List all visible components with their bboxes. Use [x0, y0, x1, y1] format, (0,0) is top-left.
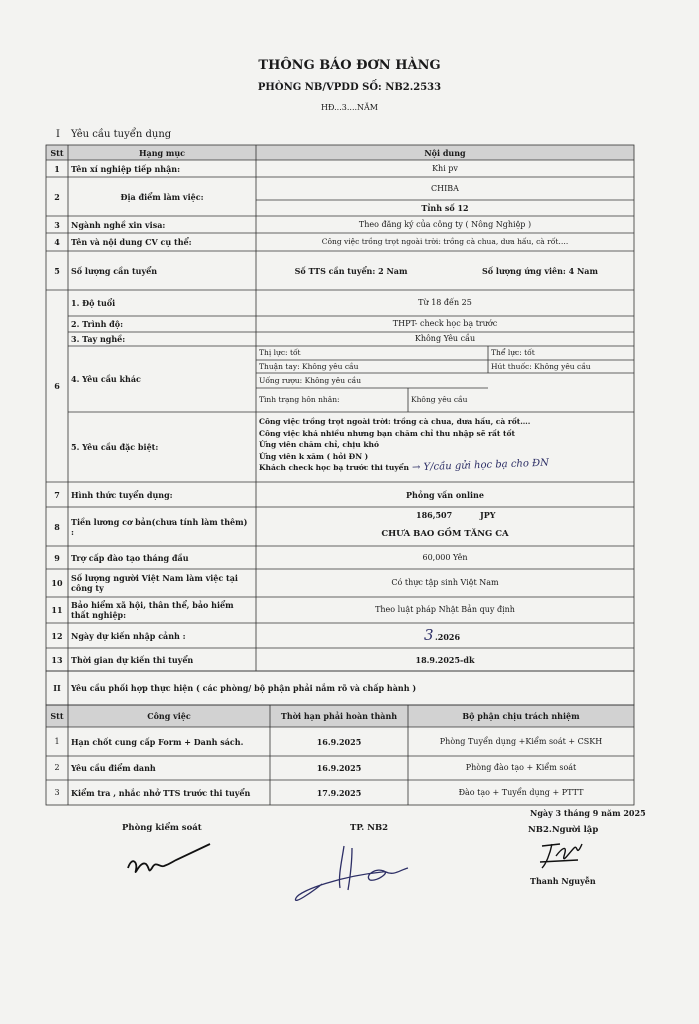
- special-line-4: Ứng viên k xăm ( hỏi ĐN ): [259, 451, 369, 461]
- task-1-deadline: 16.9.2025: [316, 736, 362, 747]
- signature-control-icon: [110, 838, 220, 893]
- row-7-stt: 7: [54, 489, 60, 500]
- age-value: Từ 18 đến 25: [418, 298, 472, 307]
- row-5-candidates: Số lượng ứng viên: 4 Nam: [482, 265, 598, 276]
- row-6-stt: 6: [54, 381, 60, 391]
- row-3-label: Ngành nghề xin visa:: [71, 219, 166, 230]
- task-header-deadline: Thời hạn phải hoàn thành: [280, 711, 398, 721]
- row-13-label: Thời gian dự kiến thi tuyển: [71, 654, 194, 665]
- signer-head: TP. NB2: [350, 823, 389, 833]
- task-2-work: Yêu cầu điểm danh: [71, 763, 156, 773]
- row-4-stt: 4: [54, 237, 60, 247]
- drinking-value: Uống rượu: Không yêu cầu: [259, 375, 362, 385]
- task-header-stt: Stt: [50, 711, 64, 721]
- task-1-stt: 1: [54, 736, 60, 746]
- row-10-label: Số lượng người Việt Nam làm việc tại công ty: [71, 573, 238, 593]
- task-3-department: Đào tạo + Tuyển dụng + PTTT: [458, 787, 584, 797]
- row-9-label: Trợ cấp đào tạo tháng đầu: [71, 552, 189, 563]
- footer-date: Ngày 3 tháng 9 năm 2025: [530, 808, 646, 818]
- row-2-label: Địa điểm làm việc:: [120, 191, 204, 202]
- row-4-label: Tên và nội dung CV cụ thể:: [71, 237, 192, 247]
- row-7-value: Phỏng vấn online: [406, 489, 484, 500]
- handedness-value: Thuận tay: Không yêu cầu: [259, 361, 359, 371]
- entry-month-handwritten: 3: [424, 626, 434, 644]
- task-header-department: Bộ phận chịu trách nhiệm: [462, 711, 580, 721]
- row-12-label: Ngày dự kiến nhập cảnh :: [71, 630, 186, 641]
- skill-value: Không Yêu cầu: [414, 334, 476, 343]
- row-10-value: Có thực tập sinh Việt Nam: [391, 578, 499, 587]
- row-5-label: Số lượng cần tuyển: [71, 265, 158, 276]
- special-line-3: Ứng viên chăm chỉ, chịu khó: [259, 440, 379, 449]
- salary-amount: 186,507: [416, 510, 453, 520]
- row-3-value: Theo đăng ký của công ty ( Nông Nghiệp ): [358, 219, 532, 229]
- task-2-stt: 2: [54, 763, 60, 772]
- row-12-stt: 12: [51, 630, 63, 641]
- document-title: THÔNG BÁO ĐƠN HÀNG: [258, 58, 441, 73]
- signer-creator: NB2.Người lập: [528, 825, 599, 835]
- task-2-deadline: 16.9.2025: [316, 763, 362, 773]
- salary-currency: JPY: [480, 510, 496, 520]
- physical-value: Thể lực: tốt: [491, 348, 535, 357]
- skill-label: 3. Tay nghề:: [71, 334, 126, 344]
- row-5-stt: 5: [54, 265, 60, 276]
- row-1-label: Tên xí nghiệp tiếp nhận:: [71, 163, 181, 174]
- entry-year: .2026: [435, 632, 461, 642]
- row-9-stt: 9: [54, 552, 60, 563]
- task-1-department: Phòng Tuyển dụng +Kiểm soát + CSKH: [439, 736, 603, 746]
- column-header-content: Nội dung: [424, 147, 466, 158]
- handwritten-note: → Y/cầu gửi học bạ cho ĐN: [411, 457, 550, 474]
- task-header-work: Công việc: [147, 711, 191, 721]
- task-3-stt: 3: [54, 787, 60, 797]
- section-2-number: II: [53, 683, 61, 693]
- task-2-department: Phòng đào tạo + Kiểm soát: [465, 763, 577, 772]
- row-2-stt: 2: [54, 191, 60, 202]
- other-requirements-label: 4. Yêu cầu khác: [71, 374, 141, 384]
- section-1-number: I: [56, 129, 60, 140]
- eyesight-value: Thị lực: tốt: [259, 348, 301, 357]
- row-13-stt: 13: [51, 654, 63, 665]
- row-4-value: Công việc trồng trọt ngoài trời: trồng cà chua, dưa hấu, cà rốt….: [321, 237, 569, 246]
- row-13-value: 18.9.2025-dk: [415, 654, 475, 665]
- row-1-value: Khi pv: [432, 163, 458, 173]
- special-requirements-label: 5. Yêu cầu đặc biệt:: [71, 442, 159, 452]
- creator-name: Thanh Nguyễn: [530, 876, 596, 886]
- row-7-label: Hình thức tuyển dụng:: [71, 489, 173, 500]
- special-line-1: Công việc trồng trọt ngoài trời: trồng cà chua, dưa hấu, cà rốt….: [259, 417, 531, 426]
- row-5-trainees: Số TTS cần tuyển: 2 Nam: [294, 265, 408, 276]
- column-header-category: Hạng mục: [138, 147, 186, 158]
- row-2-province: Tỉnh số 12: [421, 203, 469, 213]
- row-2-city: CHIBA: [431, 183, 459, 193]
- row-8-stt: 8: [54, 521, 60, 532]
- marital-label: Tình trạng hôn nhân:: [259, 395, 340, 404]
- education-label: 2. Trình độ:: [71, 319, 124, 329]
- row-1-stt: 1: [54, 163, 60, 174]
- task-1-work: Hạn chốt cung cấp Form + Danh sách.: [71, 736, 244, 747]
- row-9-value: 60,000 Yên: [422, 552, 468, 562]
- education-value: THPT- check học bạ trước: [392, 319, 498, 328]
- task-3-work: Kiểm tra , nhắc nhở TTS trước thi tuyển: [71, 787, 251, 798]
- row-11-label: Bảo hiểm xã hội, thân thể, bảo hiểm thất nghiệp:: [71, 600, 234, 620]
- signer-control: Phòng kiểm soát: [122, 823, 202, 833]
- row-10-stt: 10: [51, 578, 63, 588]
- marital-value: Không yêu cầu: [411, 395, 468, 404]
- signature-creator-icon: [532, 834, 592, 874]
- document-subtitle: PHÒNG NB/VPDD SỐ: NB2.2533: [257, 82, 442, 93]
- column-header-stt: Stt: [50, 147, 64, 158]
- salary-note: CHƯA BAO GỒM TĂNG CA: [381, 529, 509, 539]
- row-11-stt: 11: [51, 605, 63, 615]
- contract-number: HĐ...3....NĂM: [320, 103, 378, 112]
- smoking-value: Hút thuốc: Không yêu cầu: [491, 361, 591, 371]
- age-label: 1. Độ tuổi: [71, 298, 116, 308]
- row-3-stt: 3: [54, 219, 60, 230]
- row-11-value: Theo luật pháp Nhật Bản quy định: [375, 605, 515, 614]
- section-2-title: Yêu cầu phối hợp thực hiện ( các phòng/ bộ phận phải nắm rõ và chấp hành ): [71, 683, 417, 693]
- special-line-2: Công việc khá nhiều nhưng bạn chăm chỉ thu nhập sẽ rất tốt: [259, 428, 515, 438]
- signature-head-icon: [282, 836, 422, 911]
- row-8-label: Tiền lương cơ bản(chưa tính làm thêm) :: [71, 516, 248, 537]
- special-line-5: Khách check học bạ trước thi tuyển: [259, 463, 409, 472]
- section-1-title: Yêu cầu tuyển dụng: [71, 129, 172, 140]
- task-3-deadline: 17.9.2025: [316, 787, 362, 798]
